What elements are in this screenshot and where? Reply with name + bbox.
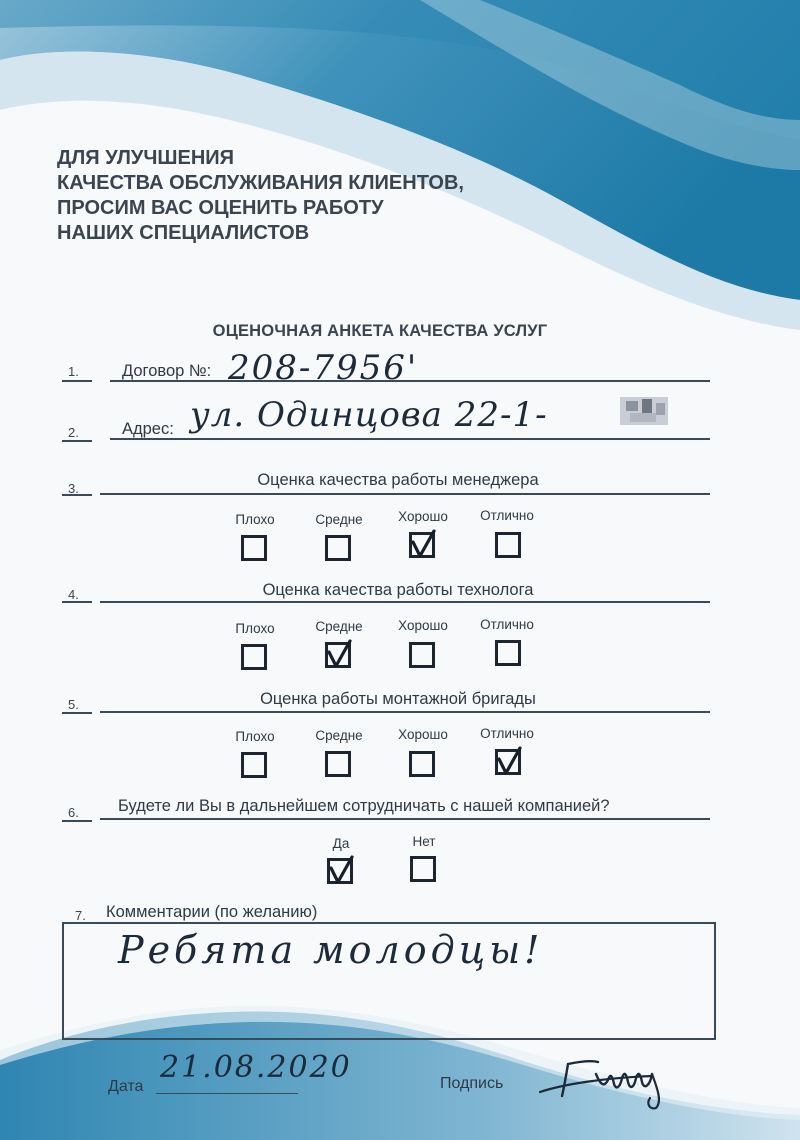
option-label-excellent: Отлично [480,508,534,523]
check-mark-icon [328,855,354,885]
rating-manager-title: Оценка качества работы менеджера [257,471,539,489]
contract-number-value[interactable]: 208-7956' [228,348,419,388]
comments-value[interactable]: Ребята молодцы! [118,928,544,972]
installation-checkbox-average[interactable] [325,751,351,777]
technologist-checkbox-excellent[interactable] [495,640,521,666]
item-number-6: 6. [68,805,79,820]
item-number-4: 4. [68,587,79,602]
cooperation-checkbox-no[interactable] [410,856,436,882]
option-label-yes: Да [332,836,350,851]
installation-checkbox-good[interactable] [409,751,435,777]
manager-checkbox-poor[interactable] [241,535,267,561]
option-label-average: Средне [315,728,363,743]
option-label-excellent: Отлично [480,726,534,741]
heading-line: НАШИХ СПЕЦИАЛИСТОВ [57,222,310,244]
heading-line: ДЛЯ УЛУЧШЕНИЯ [57,147,235,169]
number-underline [62,494,92,496]
address-value[interactable]: ул. Одинцова 22-1- [190,395,548,435]
heading-line: КАЧЕСТВА ОБСЛУЖИВАНИЯ КЛИЕНТОВ, [57,172,464,194]
option-label-good: Хорошо [398,509,448,524]
option-label-poor: Плохо [235,729,275,744]
rating-technologist-title: Оценка качества работы технолога [262,581,534,599]
handwritten-signature [534,1050,694,1110]
installation-checkbox-poor[interactable] [241,752,267,778]
check-mark-icon [410,529,436,559]
item-number-7: 7. [75,908,86,923]
manager-checkbox-average[interactable] [325,535,351,561]
technologist-checkbox-average[interactable] [325,642,351,668]
date-value[interactable]: 21.08.2020 [160,1050,352,1085]
address-underline [110,438,710,440]
option-label-good: Хорошо [398,618,448,633]
address-label: Адрес: [122,420,174,438]
page-heading [57,146,617,246]
installation-checkbox-excellent[interactable] [495,749,521,775]
manager-checkbox-good[interactable] [409,532,435,558]
number-underline [62,440,92,442]
form-title: ОЦЕНОЧНАЯ АНКЕТА КАЧЕСТВА УСЛУГ [212,322,548,340]
rating-installation-title: Оценка работы монтажной бригады [260,690,536,708]
item-number-5: 5. [68,697,79,712]
number-underline [62,380,92,382]
item-number-1: 1. [68,364,79,379]
option-label-average: Средне [315,512,363,527]
comments-label: Комментарии (по желанию) [106,903,318,921]
rating-underline [100,493,710,495]
check-mark-icon [326,639,352,669]
technologist-checkbox-poor[interactable] [241,644,267,670]
option-label-excellent: Отлично [480,617,534,632]
number-underline [62,601,92,603]
item-number-3: 3. [68,481,79,496]
rating-underline [100,711,710,713]
option-label-average: Средне [315,619,363,634]
check-mark-icon [496,746,522,776]
contract-label: Договор №: [122,362,212,380]
item-number-2: 2. [68,425,79,440]
option-label-poor: Плохо [235,512,275,527]
manager-checkbox-excellent[interactable] [495,532,521,558]
contract-underline [110,380,710,382]
cooperation-question: Будете ли Вы в дальнейшем сотрудничать с нашей компанией? [118,797,610,815]
cooperation-checkbox-yes[interactable] [327,858,353,884]
number-underline [62,820,92,822]
date-underline [156,1093,298,1094]
rating-underline [100,601,710,603]
question-underline [100,818,710,820]
option-label-good: Хорошо [398,727,448,742]
option-label-no: Нет [412,834,436,849]
redacted-blur [620,397,668,425]
heading-line: ПРОСИМ ВАС ОЦЕНИТЬ РАБОТУ [57,197,384,219]
signature-label: Подпись [440,1075,504,1092]
date-label: Дата [108,1078,144,1095]
technologist-checkbox-good[interactable] [409,642,435,668]
number-underline [62,712,92,714]
option-label-poor: Плохо [235,621,275,636]
